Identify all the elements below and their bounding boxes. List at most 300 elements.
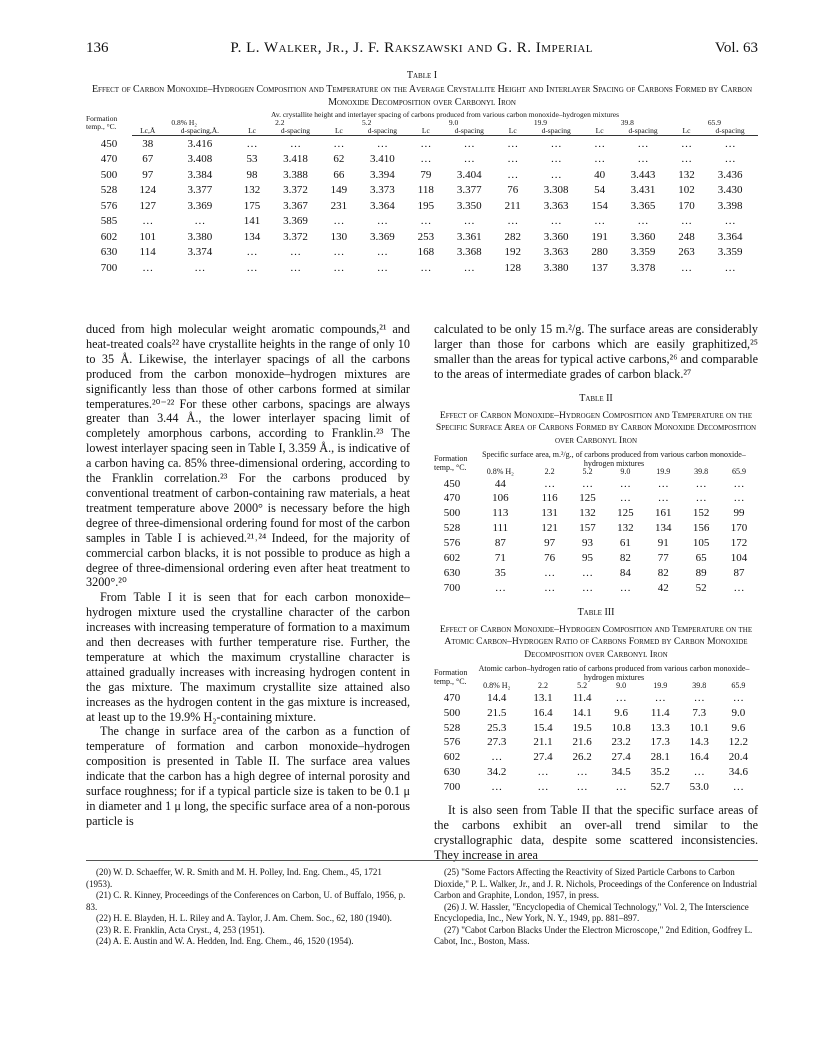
table3 [434,665,758,795]
table1-span-header: Av. crystallite height and interlayer spacing of carbons produced from various carbon monoxide–hydrogen mixtures [270,110,620,119]
reference-item: (22) H. E. Blayden, H. L. Riley and A. Taylor, J. Am. Chem. Soc., 62, 180 (1940). [96,913,392,923]
table2 [434,451,758,596]
table-cell: 82 [619,552,631,565]
table-cell: … [463,137,475,150]
table-row [86,136,758,152]
table-cell: 141 [243,215,261,228]
table-cell: 175 [243,199,261,212]
table2-group-header: 2.2 [544,467,555,477]
table2-group-header: 39.8 [694,467,709,477]
temp-cell: 585 [100,215,118,228]
table-cell: 76 [507,184,519,197]
temp-cell: 450 [100,137,118,150]
table-cell: 53 [246,153,258,166]
table-cell: … [420,137,432,150]
table-cell: 170 [730,522,748,535]
table-cell: … [376,137,388,150]
table-cell: … [491,751,503,764]
table-cell: 263 [678,246,695,259]
table-cell: 3.404 [456,168,482,181]
table-cell: 134 [243,230,261,243]
temp-cell: 500 [443,507,461,520]
table-cell: … [550,215,562,228]
table-cell: 15.4 [533,721,553,734]
table1-group-header: 5.2 [361,118,372,127]
table-cell: 3.374 [187,246,213,259]
table-cell: … [680,215,692,228]
table-row [434,491,758,506]
table1-sub-header: Lc [236,127,267,136]
table-cell: … [463,215,475,228]
table3-group-header: 65.9 [731,681,746,691]
references-right [434,867,758,948]
table-cell: … [544,477,556,490]
table-cell: 231 [330,199,348,212]
table-cell: … [463,261,475,274]
table-cell: 3.369 [187,199,213,212]
table-cell: 67 [142,153,154,166]
table2-caption: Table II [579,392,613,404]
temp-cell: 500 [443,706,461,719]
table-cell: 130 [330,230,348,243]
table-cell: … [724,153,736,166]
table-cell: … [582,566,593,579]
table-cell: … [619,477,631,490]
references-left [86,867,410,948]
table3-caption: Table III [577,606,615,618]
running-title: P. L. Walker, Jr., J. F. Rakszawski and G. R. Imperial [230,40,594,56]
table-cell: … [194,261,206,274]
table-cell: … [550,168,562,181]
table-cell: 3.431 [630,184,656,197]
body-paragraph: calculated to be only 15 m.²/g. The surface areas are considerably larger than those for carbons which are easily graphitized,²⁵ smaller than the areas for typical active carbons,²⁶ and comparable to the areas of intermediate grades of carbon black.²⁷ [434,322,758,381]
table-cell: 97 [142,168,154,181]
table-cell: 157 [579,522,596,535]
table-cell: … [507,215,519,228]
table-cell: … [680,153,692,166]
table-row [434,765,758,780]
table-cell: 132 [243,184,261,197]
table-cell: 21.1 [533,736,553,749]
temp-cell: 602 [443,552,461,565]
temp-cell: 630 [100,246,118,259]
table1-group-header: 2.2 [275,118,285,127]
running-header [86,40,758,62]
temp-cell: 576 [443,537,461,550]
table-cell: 42 [657,581,669,594]
table-cell: 3.368 [456,246,482,259]
table1-sub-header: d-spacing [442,127,498,136]
table-cell: 134 [655,522,672,535]
reference-item: (24) A. E. Austin and W. A. Hedden, Ind. Eng. Chem., 46, 1520 (1954). [96,936,354,946]
table3-group-header: 0.8% H₂ [483,681,511,691]
table-cell: 3.380 [543,261,569,274]
reference-item: (25) "Some Factors Affecting the Reactivity of Sized Particle Carbons to Carbon Dioxide," P. L. Walker, Jr., and J. R. Nichols, Proceedings of the Conference on Industrial Carbon and Graphite, London, 1957, in press. [434,867,758,900]
table-cell: 248 [678,230,695,243]
table-row [86,152,758,168]
table-cell: 84 [619,566,631,579]
table-cell: 3.378 [630,261,656,274]
table-cell: … [693,691,705,704]
table2-group-header: 9.0 [620,467,631,477]
table-cell: 3.388 [283,168,308,181]
table-cell: … [582,581,593,594]
table-row [434,780,758,795]
table-cell: 3.443 [630,168,656,181]
table-cell: 111 [492,522,509,535]
table-cell: 3.430 [717,184,743,197]
reference-item: (20) W. D. Schaeffer, W. R. Smith and M. H. Polley, Ind. Eng. Chem., 45, 1721 (1953). [86,867,382,889]
table1-title: Effect of Carbon Monoxide–Hydrogen Composition and Temperature on the Average Crystallite Height and Interlayer Spacing of Carbons Formed by Carbon Monoxide Decomposition over Carbonyl Iron [91,84,753,108]
table-cell: … [420,215,432,228]
table-cell: … [615,781,627,794]
table-cell: 132 [617,522,634,535]
table-cell: … [246,137,258,150]
table-cell: 35.2 [650,766,670,779]
table-row [434,706,758,721]
table-cell: 66 [333,168,345,181]
page [86,40,758,946]
table-cell: 114 [139,246,156,259]
left-column [86,322,410,863]
table-cell: … [654,691,666,704]
reference-item: (26) J. W. Hassler, "Encyclopedia of Chemical Technology," Vol. 2, The Interscience Encyclopedia, Inc., New York, N. Y., 1949, pp. 881–897. [434,901,749,923]
table-cell: 118 [417,184,434,197]
table-cell: 77 [657,552,669,565]
table-cell: … [289,261,301,274]
table-cell: 12.2 [728,736,749,749]
temp-cell: 602 [443,751,461,764]
table-cell: 11.4 [572,691,592,704]
table-cell: … [507,137,519,150]
table-cell: 3.367 [283,199,308,212]
table-cell: 132 [579,507,596,520]
body-paragraph: duced from high molecular weight aromatic compounds,²¹ and heat-treated coals²² have crystallite heights in the range of only 10 to 35 Å. Likewise, the interlayer spacings of all the carbons produced from the carbon monoxide–hydrogen mixtures are significantly less than those of other carbons formed at similar temperatures.²⁰⁻²² For these other carbons, spacings are always greater than 3.44 Å., the lower interlayer spacing limit of completely amorphous carbons, according to Franklin.²³ The lowest interlayer spacing seen in Table I, 3.359 Å., is indicative of a carbon having ca. 85% three-dimensional ordering, according to the Franklin correlation.²³ For the carbons produced by conventional treatment of carbon-containing raw materials, a heat treatment temperature above 2000° is necessary before the high degree of three-dimensional ordering found for most of the carbon samples in Table I is achieved.²¹˒²⁴ Indeed, for the majority of commercial carbon blacks, it is not possible to produce as high a degree of three-dimensional ordering even after heat treatment to 3200°.²⁰ [86,322,410,590]
table-cell: 128 [504,261,521,274]
table-cell: 21.6 [572,736,592,749]
temp-cell: 528 [100,184,118,197]
table-row [434,721,758,736]
table1-caption: Table I [406,70,438,81]
table-cell: 3.408 [187,153,213,166]
temp-cell: 500 [100,168,118,181]
table2-group-header: 5.2 [582,467,593,477]
table-cell: 3.361 [456,230,482,243]
table-cell: 127 [139,199,156,212]
table-cell: 89 [695,566,707,579]
table-cell: 79 [420,168,432,181]
table-cell: 53.0 [689,781,709,794]
table-cell: … [550,137,562,150]
table-cell: … [619,581,631,594]
table1-sub-header: Lc [323,127,354,136]
table-cell: 14.1 [572,706,592,719]
table-cell: 172 [730,537,748,550]
table-row [434,581,758,596]
temp-cell: 576 [443,736,461,749]
table-cell: 3.363 [543,246,569,259]
table-cell: 23.2 [611,736,631,749]
body-paragraph: From Table I it is seen that for each carbon monoxide–hydrogen mixture used the crystalline character of the carbon increases with increasing temperature of formation to a maximum and then decreases with further temperature rise. Further, the temperature at which the maximum crystalline character is attained gradually increases with increasing hydrogen content in the gas mixture. The maximum crystallite size attained also increases as the hydrogen content in the gas mixture is increased, at least up to the 19.9% H₂-containing mixture. [86,590,410,724]
table-cell: … [594,215,606,228]
table1-sub-header: Lc [584,127,615,136]
table-cell: 34.6 [728,766,749,779]
table-cell: 16.4 [533,706,553,719]
table-cell: 3.350 [456,199,482,212]
table-cell: 106 [492,492,509,505]
table3-group-header: 39.8 [692,681,707,691]
table-cell: 3.372 [283,184,308,197]
table-cell: 3.359 [630,246,656,259]
table-cell: … [376,246,388,259]
table-cell: … [507,153,519,166]
table1-group-header: 0.8% H₂ [171,118,197,127]
temp-cell: 602 [100,230,118,243]
references [86,860,758,948]
table-cell: … [732,691,744,704]
table-cell: 7.3 [692,706,707,719]
table-cell: … [724,137,736,150]
table3-group-header: 9.0 [616,681,627,691]
table-cell: … [142,261,154,274]
table-cell: 10.8 [611,721,631,734]
table-row [434,735,758,750]
table-cell: 19.5 [572,721,592,734]
table3-temp-header: Formation temp., °C. [434,668,468,686]
table-cell: 152 [692,507,710,520]
table-cell: … [576,766,588,779]
table-cell: 3.384 [187,168,213,181]
table-cell: 25.3 [487,721,507,734]
table-cell: 161 [655,507,672,520]
table-cell: … [594,153,606,166]
table-cell: … [733,492,745,505]
table-cell: 27.3 [487,736,507,749]
table-cell: … [637,153,649,166]
table-cell: 99 [733,507,745,520]
table-cell: 27.4 [611,751,631,764]
table-cell: 13.3 [650,721,670,734]
table-cell: 21.5 [487,706,507,719]
table-cell: 44 [494,477,506,490]
table-cell: … [333,246,345,259]
table-cell: 28.1 [650,751,670,764]
table-cell: 52.7 [650,781,670,794]
table3-title: Effect of Carbon Monoxide–Hydrogen Composition and Temperature on the Atomic Carbon–Hydrogen Ratio of Carbons Formed by Carbon Monoxide Decomposition over Carbonyl Iron [439,623,753,660]
table-cell: 3.416 [187,137,213,150]
table1-sub-header: Lc [410,127,441,136]
table-cell: 101 [139,230,156,243]
table2-span-header: Specific surface area, m.²/g., of carbons produced from various carbon monoxide–hydrogen mixtures [482,450,746,468]
table-cell: 61 [619,537,631,550]
table-cell: 71 [494,552,506,565]
temp-cell: 700 [443,781,461,794]
table2-group-header: 65.9 [732,467,747,477]
table-cell: 16.4 [689,751,709,764]
table-row [86,260,758,276]
table-cell: … [733,581,745,594]
table1-sub-header: Lc [671,127,702,136]
temp-cell: 576 [100,199,118,212]
table-cell: … [420,261,432,274]
table-cell: 76 [544,552,556,565]
table1-sub-header: d-spacing,Å. [163,127,236,136]
table1-temp-header: Formation temp., °C. [86,114,118,132]
table-cell: … [246,246,258,259]
table-cell: … [142,215,154,228]
table-cell: … [637,137,649,150]
table-cell: 14.3 [689,736,709,749]
table-row [86,167,758,183]
table-cell: … [289,137,301,150]
temp-cell: 630 [443,566,461,579]
table-cell: … [657,492,669,505]
table-cell: 10.1 [689,721,709,734]
table-cell: 3.373 [370,184,395,197]
table-row [434,691,758,706]
table-cell: … [680,261,692,274]
table-cell: 62 [333,153,345,166]
table-cell: 3.364 [717,230,743,243]
temp-cell: 470 [443,492,461,505]
table-row [86,214,758,230]
table-cell: 3.436 [717,168,743,181]
table-cell: … [550,153,562,166]
table-row [434,551,758,566]
table-cell: … [507,168,519,181]
table-cell: 3.369 [370,230,395,243]
table-row [434,477,758,492]
table-cell: … [333,261,345,274]
table-cell: 9.0 [731,706,746,719]
reference-item: (27) "Cabot Carbon Blacks Under the Electron Microscope," 2nd Edition, Godfrey L. Cabot, Inc., Boston, Mass. [434,924,753,946]
body-paragraph: It is also seen from Table II that the specific surface areas of the carbons exhibit an over-all trend similar to the crystallographic data, despite some scattered inconsistencies. They increase in area [434,803,758,862]
table-cell: 125 [617,507,634,520]
table-cell: 191 [591,230,608,243]
table-cell: 3.418 [283,153,308,166]
table-cell: 192 [504,246,521,259]
table-cell: … [680,137,692,150]
table-cell: 3.377 [456,184,482,197]
table-cell: 98 [246,168,258,181]
temp-cell: 528 [443,522,461,535]
table-cell: 3.372 [283,230,308,243]
table-cell: … [333,215,345,228]
table1-group-header: 9.0 [448,118,459,127]
table-cell: … [420,153,432,166]
table1-sub-header: d-spacing [355,127,411,136]
table-cell: 26.2 [572,751,592,764]
table-row [434,566,758,581]
table-cell: 65 [695,552,707,565]
table-row [434,521,758,536]
table-cell: … [637,215,649,228]
table2-group-header: 0.8% H₂ [486,467,514,477]
table-cell: 3.398 [717,199,743,212]
table-cell: 38 [142,137,154,150]
table-cell: 149 [330,184,348,197]
table-cell: … [333,137,345,150]
table-cell: 105 [692,537,710,550]
table-cell: 52 [695,581,707,594]
table-row [86,198,758,214]
table-cell: 211 [504,199,521,212]
table-cell: … [594,137,606,150]
table-cell: 132 [678,168,695,181]
table-cell: 156 [692,522,710,535]
table-cell: 170 [678,199,695,212]
table-cell: … [615,691,627,704]
table-cell: 104 [730,552,748,565]
table-cell: 3.365 [630,199,656,212]
table1-sub-header: d-spacing [528,127,584,136]
table-cell: 282 [504,230,521,243]
table-row [434,536,758,551]
table-cell: 3.359 [717,246,743,259]
table-cell: … [576,781,588,794]
table1 [86,111,758,276]
table-cell: 3.360 [630,230,656,243]
table-cell: … [376,215,388,228]
table-cell: 35 [494,566,506,579]
table-cell: 3.363 [543,199,569,212]
table-cell: … [537,781,549,794]
table-cell: 17.3 [650,736,670,749]
table-cell: … [582,477,593,490]
table-cell: … [733,477,745,490]
table-cell: … [376,261,388,274]
table-cell: … [544,581,556,594]
table-row [86,183,758,199]
table3-group-header: 2.2 [538,681,549,691]
table-cell: 121 [541,522,558,535]
table-cell: … [732,781,744,794]
table-cell: 13.1 [533,691,553,704]
table-cell: … [494,581,506,594]
table-cell: 3.308 [543,184,569,197]
temp-cell: 470 [100,153,118,166]
table-cell: 3.377 [187,184,213,197]
table-cell: 280 [591,246,608,259]
table-cell: … [724,261,736,274]
volume-label: Vol. 63 [714,40,758,56]
body-paragraph: The change in surface area of the carbon as a function of temperature of formation and carbon monoxide–hydrogen composition is presented in Table II. The surface area values indicate that the carbon has a high degree of internal porosity and surface roughness; for if a typical particle size is taken to be 0.1 μ in diameter and 1 μ long, the specific surface area of a non-porous particle is [86,724,410,828]
table1-group-header: 19.9 [533,118,548,127]
reference-item: (21) C. R. Kinney, Proceedings of the Conferences on Carbon, U. of Buffalo, 1956, p. 83. [86,890,406,912]
table1-sub-header: Lc [497,127,528,136]
table-cell: 3.364 [370,199,395,212]
table-cell: 34.2 [487,766,507,779]
table-cell: 125 [579,492,596,505]
table-cell: 124 [139,184,156,197]
table-cell: … [194,215,206,228]
table-cell: 95 [582,552,593,565]
table-cell: … [463,153,475,166]
table-cell: 154 [591,199,608,212]
table-cell: 3.369 [283,215,308,228]
table-cell: 11.4 [650,706,670,719]
table-cell: 131 [541,507,558,520]
table-cell: 3.394 [370,168,395,181]
table-cell: 137 [591,261,608,274]
table-cell: 102 [678,184,695,197]
table-cell: 9.6 [731,721,746,734]
table-row [434,750,758,765]
table-cell: 34.5 [611,766,631,779]
table-cell: 93 [582,537,593,550]
table-cell: … [544,566,556,579]
table-cell: 3.410 [370,153,395,166]
